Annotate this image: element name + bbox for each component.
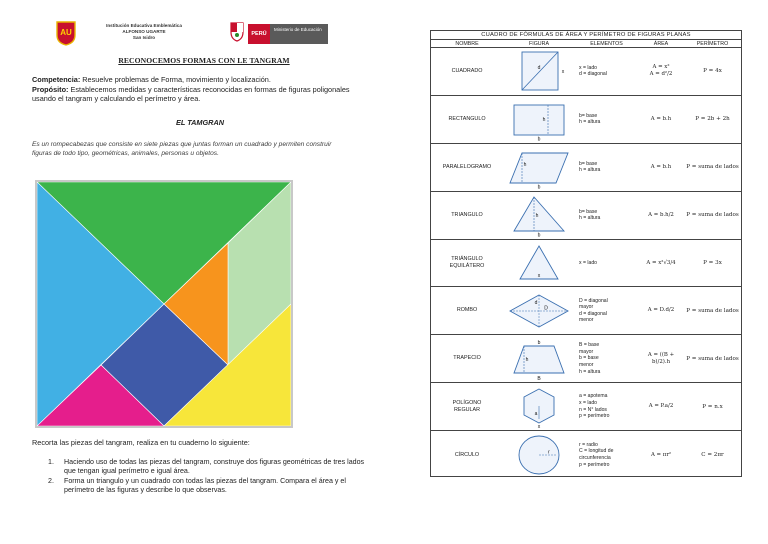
square-figure-icon	[506, 49, 572, 93]
school-logo-icon	[55, 20, 77, 46]
perimeter-formula: P = 4x	[703, 68, 722, 75]
area-formula: A = πr²	[650, 451, 672, 458]
competencia-text: Resuelve problemas de Forma, movimiento y localización.	[82, 75, 271, 84]
shape-name: RECTANGULO	[448, 115, 486, 122]
section-heading: EL TAMGRAN	[176, 118, 224, 127]
shape-elements: r = radio C = longitud de circunferencia p = perímetro	[579, 441, 614, 468]
svg-text:r: r	[548, 449, 550, 456]
table-row	[431, 335, 741, 383]
shape-figure-cell	[503, 192, 575, 239]
svg-text:h: h	[523, 162, 527, 169]
svg-text:x: x	[561, 69, 565, 76]
ministry-label: Ministerio de Educación	[270, 24, 328, 44]
rectangle-figure-icon	[506, 97, 572, 141]
parallelogram-figure-icon	[506, 145, 572, 189]
shape-name: CÍRCULO	[454, 451, 480, 458]
instructions-intro: Recorta las piezas del tangram, realiza en tu cuaderno lo siguiente:	[32, 438, 250, 447]
table-row	[431, 287, 741, 335]
triangle-figure-icon	[506, 193, 572, 237]
tangram-image	[35, 180, 293, 428]
shape-elements: b= base h = altura	[579, 160, 601, 174]
task-list	[44, 458, 366, 496]
competencia-paragraph	[32, 75, 352, 84]
shape-figure-cell	[503, 240, 575, 287]
peru-label: PERÚ	[248, 24, 270, 44]
svg-text:B: B	[537, 375, 541, 381]
formula-table-title: CUADRO DE FÓRMULAS DE ÁREA Y PERÍMETRO DE FIGURAS PLANAS	[431, 31, 741, 40]
school-name: Institución Educativa Emblemática ALFONSO UGARTE San Isidro	[106, 23, 182, 40]
proposito-text: Establecemos medidas y características reconocidas en formas de figuras poligonales usando el tangram y calculando el perímetro y área.	[32, 85, 350, 104]
svg-text:b: b	[537, 136, 541, 142]
shape-elements: x = lado	[579, 259, 597, 266]
shape-figure-cell	[503, 335, 575, 382]
shape-elements: x = lado d = diagonal	[579, 64, 607, 78]
svg-text:x: x	[537, 423, 541, 429]
tangram-description: Es un rompecabezas que consiste en siete piezas que juntas forman un cuadrado y permiten construir figuras de todo tipo, geométricas, animales, personas u objetos.	[32, 141, 332, 158]
competencia-label: Competencia:	[32, 75, 81, 84]
shape-figure-cell	[503, 287, 575, 334]
shape-figure-cell	[503, 144, 575, 191]
proposito-label: Propósito:	[32, 85, 69, 94]
shape-name: TRIÁNGULO EQUILÁTERO	[449, 256, 485, 269]
document-title: RECONOCEMOS FORMAS CON LE TANGRAM	[118, 56, 290, 65]
shape-name: PARALELOGRAMO	[442, 163, 492, 170]
area-formula: A = D.d/2	[647, 307, 675, 314]
perimeter-formula: P = suma de lados	[686, 164, 739, 171]
svg-text:D: D	[544, 305, 548, 312]
svg-text:x: x	[537, 273, 541, 279]
area-formula: A = x² A = d²/2	[649, 64, 673, 78]
svg-text:b: b	[537, 339, 541, 346]
formula-table-header: NOMBRE FIGURA ELEMENTOS ÁREA PERÍMETRO	[431, 40, 741, 48]
perimeter-formula: C = 2πr	[701, 452, 724, 459]
formula-table	[430, 30, 742, 477]
table-row	[431, 431, 741, 479]
perimeter-formula: P = 3x	[703, 260, 722, 266]
shape-elements: D = diagonal mayor d = diagonal menor	[579, 297, 608, 324]
perimeter-formula: P = n.x	[702, 403, 723, 410]
svg-text:d: d	[534, 299, 538, 306]
shape-figure-cell	[503, 431, 575, 479]
shape-name: ROMBO	[456, 307, 478, 314]
area-formula: A = x²√3/4	[646, 259, 676, 266]
table-row	[431, 383, 741, 431]
svg-text:b: b	[537, 232, 541, 238]
shape-elements: b= base h = altura	[579, 208, 601, 222]
area-formula: A = b.h	[650, 115, 672, 122]
svg-text:AU: AU	[60, 28, 72, 37]
svg-text:a: a	[534, 410, 538, 417]
area-formula: A = b.h	[650, 163, 672, 170]
table-row	[431, 240, 741, 288]
shape-figure-cell	[503, 96, 575, 143]
shape-figure-cell	[503, 48, 575, 95]
equilateral-figure-icon	[506, 241, 572, 285]
shape-elements: b= base h = altura	[579, 112, 601, 126]
rhombus-figure-icon	[506, 289, 572, 333]
svg-text:h: h	[535, 213, 539, 220]
formula-rows	[431, 48, 741, 479]
proposito-paragraph	[32, 85, 352, 104]
perimeter-formula: P = suma de lados	[686, 212, 739, 219]
circle-figure-icon	[506, 433, 572, 477]
svg-text:b: b	[537, 184, 541, 190]
list-item: 1. Haciendo uso de todas las piezas del tangram, construye dos figuras geométricas de tres lados que tengan igual perímetro e igual área.	[48, 458, 365, 476]
perimeter-formula: P = suma de lados	[686, 307, 739, 314]
svg-text:h: h	[525, 356, 529, 363]
ministry-logo	[248, 24, 328, 44]
table-row	[431, 192, 741, 240]
shape-name: CUADRADO	[451, 67, 483, 74]
trapezoid-figure-icon	[506, 337, 572, 381]
table-row	[431, 96, 741, 144]
area-formula: A = P.a/2	[648, 403, 674, 410]
list-item: 2. Forma un triangulo y un cuadrado con todas las piezas del tangram. Compara el área y el perímetro de las figuras y describe lo que observas.	[48, 477, 346, 495]
perimeter-formula: P = suma de lados	[686, 355, 739, 362]
area-formula: A = b.h/2	[648, 211, 674, 218]
svg-text:h: h	[542, 117, 546, 124]
shape-elements: a = apotema x = lado n = N° lados p = perímetro	[579, 393, 610, 420]
peru-crest-icon	[228, 20, 246, 42]
table-row	[431, 144, 741, 192]
table-row	[431, 48, 741, 96]
shape-name: TRAPECIO	[453, 355, 481, 362]
shape-elements: B = base mayor b = base menor h = altura	[579, 342, 601, 375]
shape-name: POLÍGONO REGULAR	[452, 399, 482, 413]
shape-figure-cell	[503, 383, 575, 430]
shape-name: TRIANGULO	[451, 211, 483, 218]
polygon-figure-icon	[506, 385, 572, 429]
svg-text:d: d	[537, 65, 541, 72]
perimeter-formula: P = 2b + 2h	[695, 116, 730, 123]
area-formula: A = ((B + b)/2).h	[647, 351, 675, 365]
